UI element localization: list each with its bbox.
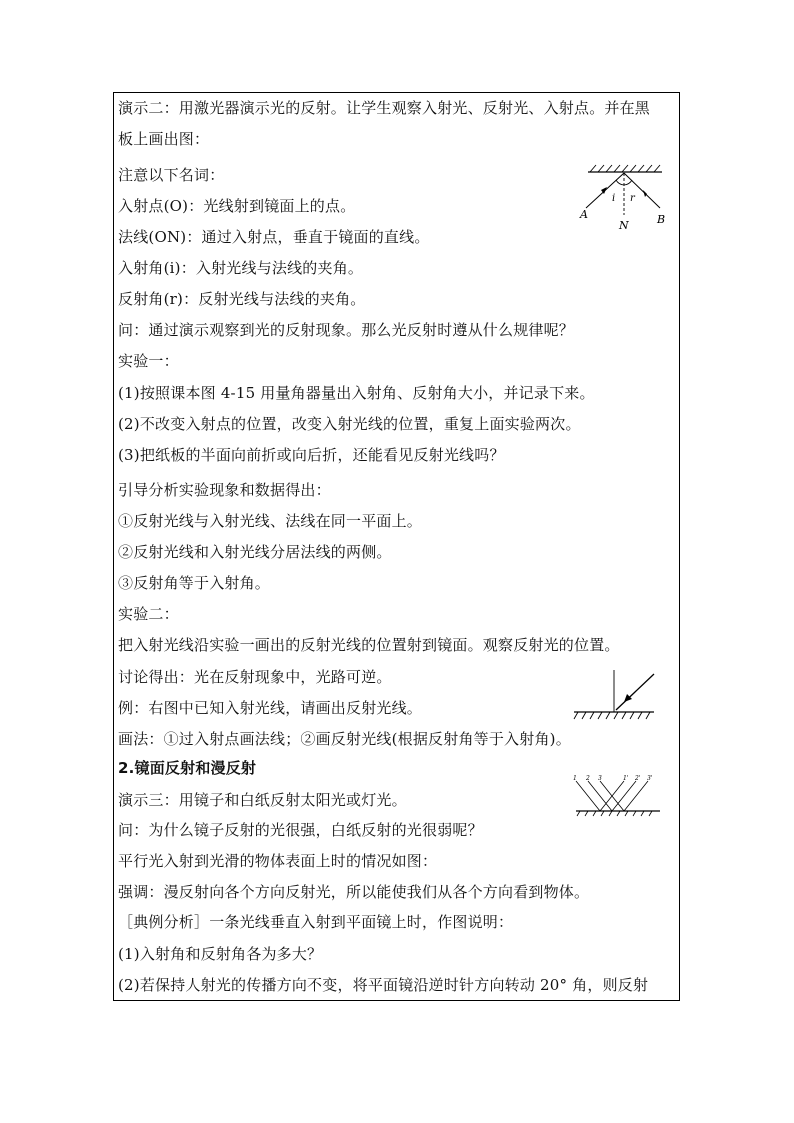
text-line: (1)按照课本图 4-15 用量角器量出入射角、反射角大小，并记录下来。 <box>118 384 595 402</box>
ray-number: 3' <box>647 775 653 782</box>
reflection-diagram <box>570 163 675 235</box>
text-line: 引导分析实验现象和数据得出： <box>118 481 331 499</box>
text-line: 入射角(i)：入射光线与法线的夹角。 <box>118 259 364 277</box>
text-line: 问：为什么镜子反射的光很强，白纸反射的光很弱呢？ <box>118 821 483 839</box>
label-r: r <box>630 193 635 204</box>
text-line: (3)把纸板的半面向前折或向后折，还能看见反射光线吗？ <box>118 446 505 464</box>
ray-number: 3 <box>598 775 602 782</box>
text-line: 注意以下名词： <box>118 166 225 184</box>
ray-number: 1' <box>623 775 629 782</box>
text-line: 把入射光线沿实验一画出的反射光线的位置射到镜面。观察反射光的位置。 <box>118 636 620 654</box>
ray-number: 2 <box>586 775 590 782</box>
text-line: ②反射光线和入射光线分居法线的两侧。 <box>118 543 392 561</box>
ray-number: 1 <box>573 775 577 782</box>
text-line: 实验二： <box>118 605 179 623</box>
text-line: 法线(ON)：通过入射点，垂直于镜面的直线。 <box>118 228 430 246</box>
label-i: i <box>612 193 616 204</box>
text-line: ［典例分析］一条光线垂直入射到平面镜上时，作图说明： <box>118 913 514 931</box>
text-line: (1)入射角和反射角各为多大？ <box>118 945 323 963</box>
text-line: 演示三：用镜子和白纸反射太阳光或灯光。 <box>118 791 407 809</box>
ray-number: 2' <box>635 775 641 782</box>
text-line: 平行光入射到光滑的物体表面上时的情况如图： <box>118 852 438 870</box>
label-b: B <box>657 213 666 226</box>
text-line: 讨论得出：光在反射现象中，光路可逆。 <box>118 668 392 686</box>
text-line: ①反射光线与入射光线、法线在同一平面上。 <box>118 512 423 530</box>
text-line: 板上画出图： <box>118 130 210 148</box>
incident-ray-diagram <box>572 668 657 724</box>
label-a: A <box>580 208 588 221</box>
text-line: 强调：漫反射向各个方向反射光，所以能使我们从各个方向看到物体。 <box>118 883 590 901</box>
text-line: 入射点(O)：光线射到镜面上的点。 <box>118 197 356 215</box>
parallel-light-diagram <box>568 773 668 823</box>
text-line: 实验一： <box>118 352 179 370</box>
text-line: (2)不改变入射点的位置，改变入射光线的位置，重复上面实验两次。 <box>118 415 581 433</box>
text-line: (2)若保持人射光的传播方向不变，将平面镜沿逆时针方向转动 20° 角，则反射 <box>118 976 649 994</box>
text-line: 反射角(r)：反射光线与法线的夹角。 <box>118 290 366 308</box>
text-line: 画法：①过入射点画法线；②画反射光线(根据反射角等于入射角)。 <box>118 730 571 748</box>
label-n: N <box>619 219 629 232</box>
text-line: 例：右图中已知入射光线，请画出反射光线。 <box>118 699 423 717</box>
text-line: 问：通过演示观察到光的反射现象。那么光反射时遵从什么规律呢？ <box>118 321 575 339</box>
text-line: ③反射角等于入射角。 <box>118 574 271 592</box>
section-heading: 2.镜面反射和漫反射 <box>118 759 257 777</box>
text-line: 演示二：用激光器演示光的反射。让学生观察入射光、反射光、入射点。并在黑 <box>118 99 651 117</box>
